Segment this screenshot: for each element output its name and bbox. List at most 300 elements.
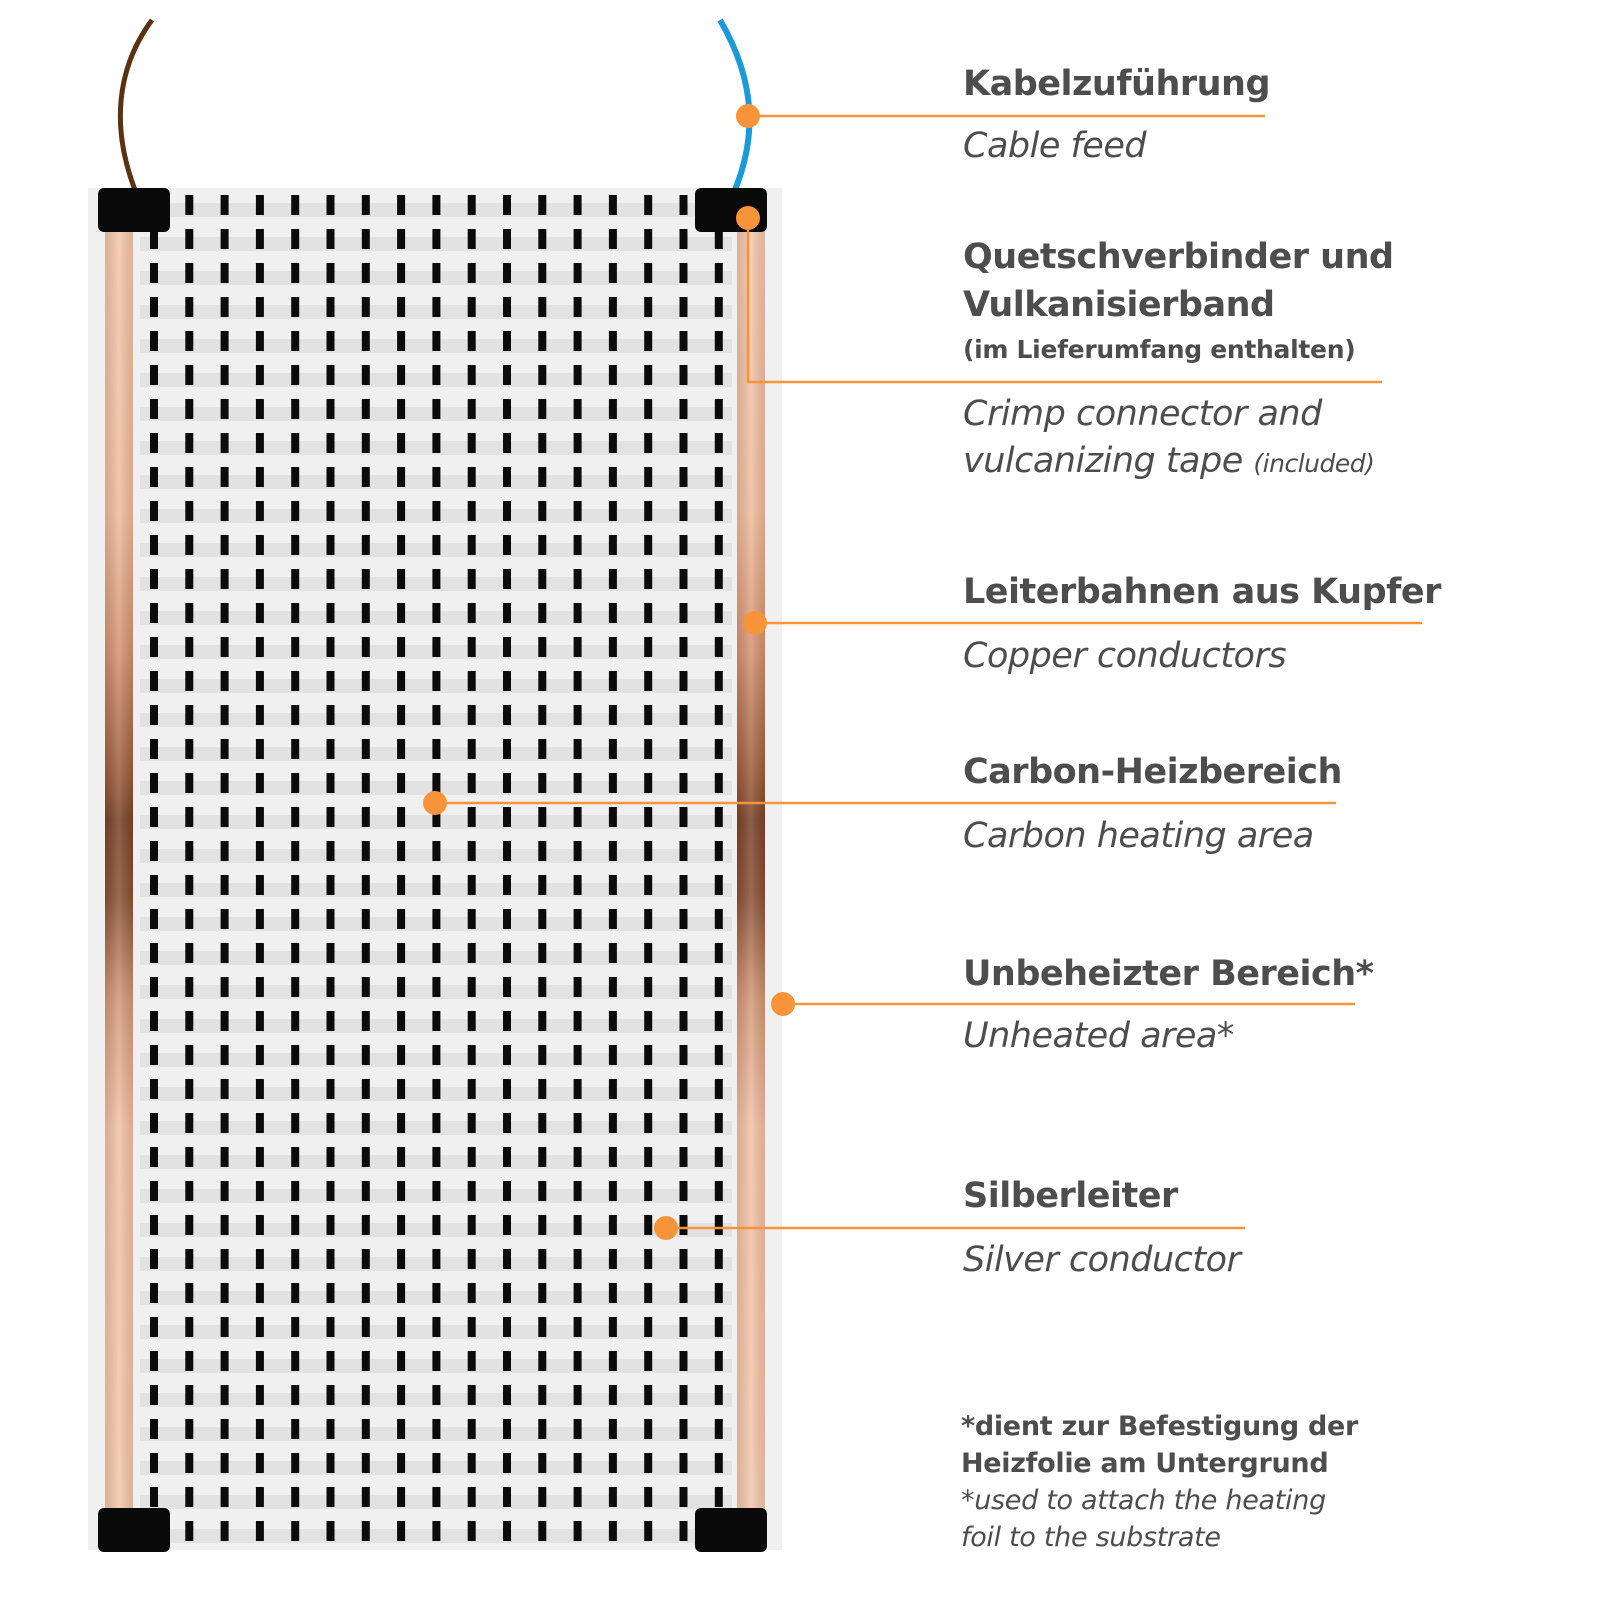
carbon-stripe-dash bbox=[327, 229, 335, 249]
carbon-stripe-dash bbox=[432, 535, 440, 555]
carbon-stripe-dash bbox=[150, 1385, 158, 1405]
carbon-stripe-dash bbox=[574, 1181, 582, 1201]
carbon-stripe-dash bbox=[680, 263, 688, 283]
carbon-stripe-dash bbox=[327, 1011, 335, 1031]
carbon-stripe-dash bbox=[397, 433, 405, 453]
carbon-stripe-dash bbox=[256, 705, 264, 725]
carbon-stripe-dash bbox=[468, 467, 476, 487]
carbon-stripe-dash bbox=[574, 1011, 582, 1031]
carbon-stripe-dash bbox=[715, 1079, 723, 1099]
carbon-stripe-dash bbox=[150, 1283, 158, 1303]
carbon-stripe-dash bbox=[609, 977, 617, 997]
carbon-stripe-dash bbox=[644, 1283, 652, 1303]
carbon-stripe-dash bbox=[538, 1283, 546, 1303]
carbon-stripe-dash bbox=[185, 433, 193, 453]
carbon-stripe-dash bbox=[715, 365, 723, 385]
carbon-stripe-dash bbox=[221, 1011, 229, 1031]
carbon-stripe-dash bbox=[185, 637, 193, 657]
carbon-stripe-dash bbox=[397, 1385, 405, 1405]
carbon-stripe-dash bbox=[291, 637, 299, 657]
carbon-stripe-dash bbox=[327, 399, 335, 419]
carbon-stripe-dash bbox=[503, 603, 511, 623]
carbon-stripe-dash bbox=[503, 1215, 511, 1235]
carbon-stripe-dash bbox=[680, 1147, 688, 1167]
carbon-stripe-dash bbox=[291, 1011, 299, 1031]
carbon-stripe-dash bbox=[291, 1147, 299, 1167]
carbon-stripe-dash bbox=[503, 637, 511, 657]
carbon-stripe-dash bbox=[185, 875, 193, 895]
carbon-stripe-dash bbox=[256, 637, 264, 657]
label-crimp-en-line2 bbox=[963, 437, 1374, 488]
carbon-stripe-dash bbox=[150, 535, 158, 555]
carbon-stripe-dash bbox=[680, 1283, 688, 1303]
carbon-stripe-dash bbox=[680, 331, 688, 351]
carbon-stripe-dash bbox=[291, 331, 299, 351]
carbon-stripe-dash bbox=[291, 909, 299, 929]
carbon-stripe-dash bbox=[644, 807, 652, 827]
callout-dot-copper bbox=[743, 611, 767, 635]
carbon-stripe-dash bbox=[432, 1147, 440, 1167]
carbon-stripe-dash bbox=[468, 331, 476, 351]
carbon-stripe-dash bbox=[644, 1521, 652, 1541]
carbon-stripe-dash bbox=[574, 909, 582, 929]
footnote-en-line2: foil to the substrate bbox=[961, 1522, 1221, 1553]
carbon-stripe-dash bbox=[327, 1521, 335, 1541]
carbon-stripe-dash bbox=[680, 1181, 688, 1201]
carbon-stripe-dash bbox=[397, 1045, 405, 1065]
carbon-stripe-dash bbox=[256, 1079, 264, 1099]
carbon-stripe-dash bbox=[221, 1487, 229, 1507]
carbon-stripe-dash bbox=[644, 909, 652, 929]
carbon-stripe-dash bbox=[503, 1181, 511, 1201]
carbon-stripe-dash bbox=[609, 331, 617, 351]
carbon-stripe-dash bbox=[715, 1181, 723, 1201]
carbon-stripe-dash bbox=[644, 1419, 652, 1439]
carbon-stripe-dash bbox=[362, 569, 370, 589]
carbon-stripe-dash bbox=[150, 467, 158, 487]
carbon-stripe-dash bbox=[468, 1215, 476, 1235]
carbon-stripe-dash bbox=[503, 807, 511, 827]
carbon-stripe-dash bbox=[291, 943, 299, 963]
carbon-stripe-dash bbox=[291, 433, 299, 453]
carbon-stripe-dash bbox=[609, 637, 617, 657]
carbon-stripe-dash bbox=[468, 841, 476, 861]
carbon-stripe-dash bbox=[221, 331, 229, 351]
carbon-stripe-dash bbox=[644, 1385, 652, 1405]
carbon-stripe-dash bbox=[609, 1385, 617, 1405]
carbon-stripe-dash bbox=[362, 297, 370, 317]
carbon-stripe-dash bbox=[185, 1249, 193, 1269]
carbon-stripe-dash bbox=[432, 501, 440, 521]
carbon-stripe-dash bbox=[327, 1079, 335, 1099]
carbon-stripe-dash bbox=[185, 229, 193, 249]
carbon-stripe-dash bbox=[538, 705, 546, 725]
carbon-stripe-dash bbox=[432, 1317, 440, 1337]
carbon-stripe-dash bbox=[150, 1487, 158, 1507]
carbon-stripe-dash bbox=[538, 1113, 546, 1133]
carbon-stripe-dash bbox=[609, 365, 617, 385]
carbon-stripe-dash bbox=[150, 1249, 158, 1269]
carbon-stripe-dash bbox=[327, 1181, 335, 1201]
carbon-stripe-dash bbox=[715, 1249, 723, 1269]
carbon-stripe-dash bbox=[468, 1317, 476, 1337]
carbon-stripe-dash bbox=[609, 1181, 617, 1201]
carbon-stripe-dash bbox=[362, 1079, 370, 1099]
carbon-stripe-dash bbox=[221, 263, 229, 283]
carbon-stripe-dash bbox=[609, 943, 617, 963]
carbon-stripe-dash bbox=[715, 1487, 723, 1507]
carbon-stripe-dash bbox=[362, 501, 370, 521]
carbon-stripe-dash bbox=[291, 1487, 299, 1507]
carbon-stripe-dash bbox=[468, 773, 476, 793]
carbon-stripe-dash bbox=[397, 1011, 405, 1031]
carbon-stripe-dash bbox=[397, 603, 405, 623]
carbon-stripe-dash bbox=[715, 773, 723, 793]
carbon-stripe-dash bbox=[644, 1079, 652, 1099]
carbon-stripe-dash bbox=[432, 263, 440, 283]
carbon-stripe-dash bbox=[574, 297, 582, 317]
carbon-stripe-dash bbox=[644, 671, 652, 691]
carbon-stripe-dash bbox=[574, 195, 582, 215]
carbon-stripe-dash bbox=[680, 705, 688, 725]
carbon-stripe-dash bbox=[503, 1249, 511, 1269]
carbon-stripe-dash bbox=[362, 875, 370, 895]
carbon-stripe-dash bbox=[715, 1147, 723, 1167]
carbon-stripe-dash bbox=[644, 1045, 652, 1065]
carbon-stripe-dash bbox=[644, 569, 652, 589]
carbon-stripe-dash bbox=[538, 909, 546, 929]
carbon-stripe-dash bbox=[362, 331, 370, 351]
carbon-stripe-dash bbox=[680, 773, 688, 793]
carbon-stripe-dash bbox=[574, 535, 582, 555]
carbon-stripe-dash bbox=[538, 841, 546, 861]
carbon-stripe-dash bbox=[221, 229, 229, 249]
carbon-stripe-dash bbox=[256, 1419, 264, 1439]
carbon-stripe-dash bbox=[256, 365, 264, 385]
carbon-stripe-dash bbox=[680, 1351, 688, 1371]
carbon-stripe-dash bbox=[609, 1113, 617, 1133]
carbon-stripe-dash bbox=[609, 1147, 617, 1167]
carbon-stripe-dash bbox=[503, 331, 511, 351]
carbon-stripe-dash bbox=[327, 977, 335, 997]
crimp-connector-bottom-right bbox=[695, 1508, 767, 1552]
carbon-stripe-dash bbox=[150, 841, 158, 861]
carbon-stripe-dash bbox=[432, 637, 440, 657]
callout-dot-silver bbox=[654, 1216, 678, 1240]
label-unheated-de: Unbeheizter Bereich* bbox=[963, 954, 1374, 994]
carbon-stripe-dash bbox=[185, 467, 193, 487]
carbon-stripe-dash bbox=[468, 433, 476, 453]
carbon-stripe-dash bbox=[503, 1317, 511, 1337]
carbon-stripe-dash bbox=[291, 739, 299, 759]
carbon-stripe-dash bbox=[432, 1181, 440, 1201]
carbon-stripe-dash bbox=[503, 943, 511, 963]
carbon-stripe-dash bbox=[327, 1385, 335, 1405]
carbon-stripe-dash bbox=[680, 807, 688, 827]
carbon-stripe-dash bbox=[150, 909, 158, 929]
carbon-stripe-dash bbox=[715, 943, 723, 963]
carbon-stripe-dash bbox=[256, 467, 264, 487]
carbon-stripe-dash bbox=[715, 875, 723, 895]
carbon-stripe-dash bbox=[574, 1317, 582, 1337]
carbon-stripe-dash bbox=[468, 1487, 476, 1507]
carbon-stripe-dash bbox=[291, 399, 299, 419]
carbon-stripe-dash bbox=[362, 1283, 370, 1303]
carbon-stripe-dash bbox=[503, 841, 511, 861]
carbon-stripe-dash bbox=[256, 943, 264, 963]
carbon-stripe-dash bbox=[185, 569, 193, 589]
carbon-stripe-dash bbox=[291, 603, 299, 623]
carbon-stripe-dash bbox=[397, 1351, 405, 1371]
carbon-stripe-dash bbox=[256, 535, 264, 555]
carbon-stripe-dash bbox=[327, 297, 335, 317]
carbon-stripe-dash bbox=[503, 671, 511, 691]
carbon-stripe-dash bbox=[715, 841, 723, 861]
carbon-stripe-dash bbox=[538, 1181, 546, 1201]
carbon-stripe-dash bbox=[256, 501, 264, 521]
carbon-stripe-dash bbox=[503, 569, 511, 589]
carbon-stripe-dash bbox=[185, 1419, 193, 1439]
carbon-stripe-dash bbox=[291, 1521, 299, 1541]
carbon-stripe-dash bbox=[468, 1351, 476, 1371]
carbon-stripe-dash bbox=[574, 1045, 582, 1065]
carbon-stripe-dash bbox=[503, 229, 511, 249]
carbon-stripe-dash bbox=[362, 1487, 370, 1507]
label-cable-feed-en: Cable feed bbox=[963, 126, 1147, 166]
carbon-stripe-dash bbox=[291, 297, 299, 317]
carbon-stripe-dash bbox=[574, 467, 582, 487]
carbon-stripe-dash bbox=[503, 705, 511, 725]
carbon-stripe-dash bbox=[362, 1045, 370, 1065]
carbon-stripe-dash bbox=[256, 977, 264, 997]
carbon-stripe-dash bbox=[150, 977, 158, 997]
carbon-stripe-dash bbox=[432, 1113, 440, 1133]
carbon-stripe-dash bbox=[291, 1283, 299, 1303]
carbon-stripe-dash bbox=[185, 195, 193, 215]
carbon-stripe-dash bbox=[150, 1147, 158, 1167]
carbon-stripe-dash bbox=[644, 229, 652, 249]
carbon-stripe-dash bbox=[644, 1147, 652, 1167]
carbon-stripe-dash bbox=[538, 1487, 546, 1507]
carbon-stripe-dash bbox=[715, 433, 723, 453]
carbon-stripe-dash bbox=[644, 1181, 652, 1201]
carbon-stripe-dash bbox=[468, 195, 476, 215]
carbon-stripe-dash bbox=[503, 739, 511, 759]
carbon-stripe-dash bbox=[574, 977, 582, 997]
carbon-stripe-dash bbox=[185, 1385, 193, 1405]
carbon-stripe-dash bbox=[362, 637, 370, 657]
crimp-connector-top-left bbox=[98, 188, 170, 232]
carbon-stripe-dash bbox=[150, 773, 158, 793]
carbon-stripe-dash bbox=[503, 195, 511, 215]
carbon-stripe-dash bbox=[185, 1351, 193, 1371]
carbon-stripe-dash bbox=[609, 1351, 617, 1371]
carbon-stripe-dash bbox=[327, 943, 335, 963]
carbon-stripe-dash bbox=[538, 671, 546, 691]
carbon-stripe-dash bbox=[327, 671, 335, 691]
carbon-stripe-dash bbox=[503, 501, 511, 521]
carbon-stripe-dash bbox=[185, 705, 193, 725]
carbon-stripe-dash bbox=[644, 467, 652, 487]
carbon-stripe-dash bbox=[256, 1113, 264, 1133]
carbon-stripe-dash bbox=[503, 773, 511, 793]
carbon-stripe-dash bbox=[221, 1113, 229, 1133]
carbon-stripe-dash bbox=[397, 1521, 405, 1541]
carbon-stripe-dash bbox=[468, 739, 476, 759]
carbon-stripe-dash bbox=[503, 365, 511, 385]
carbon-stripe-dash bbox=[221, 1419, 229, 1439]
carbon-stripe-dash bbox=[432, 1283, 440, 1303]
carbon-stripe-dash bbox=[397, 501, 405, 521]
carbon-stripe-dash bbox=[574, 1419, 582, 1439]
carbon-stripe-dash bbox=[185, 909, 193, 929]
carbon-stripe-dash bbox=[574, 943, 582, 963]
carbon-stripe-dash bbox=[680, 875, 688, 895]
carbon-stripe-dash bbox=[644, 943, 652, 963]
carbon-stripe-dash bbox=[538, 365, 546, 385]
carbon-stripe-dash bbox=[221, 297, 229, 317]
carbon-stripe-dash bbox=[221, 637, 229, 657]
carbon-stripe-dash bbox=[538, 1385, 546, 1405]
carbon-stripe-dash bbox=[468, 1283, 476, 1303]
carbon-stripe-dash bbox=[468, 1079, 476, 1099]
carbon-stripe-dash bbox=[327, 1419, 335, 1439]
carbon-stripe-dash bbox=[185, 1011, 193, 1031]
carbon-stripe-dash bbox=[221, 195, 229, 215]
carbon-stripe-dash bbox=[574, 1215, 582, 1235]
carbon-stripe-dash bbox=[256, 1385, 264, 1405]
carbon-stripe-dash bbox=[538, 875, 546, 895]
carbon-stripe-dash bbox=[327, 739, 335, 759]
carbon-stripe-dash bbox=[538, 433, 546, 453]
carbon-stripe-dash bbox=[715, 1419, 723, 1439]
carbon-stripe-dash bbox=[221, 1181, 229, 1201]
carbon-stripe-dash bbox=[327, 263, 335, 283]
label-crimp-de-note: (im Lieferumfang enthalten) bbox=[963, 335, 1356, 364]
carbon-stripe-dash bbox=[680, 943, 688, 963]
carbon-stripe-dash bbox=[291, 1079, 299, 1099]
carbon-stripe-dash bbox=[150, 1419, 158, 1439]
carbon-stripe-dash bbox=[432, 603, 440, 623]
carbon-stripe-dash bbox=[432, 1249, 440, 1269]
carbon-stripe-dash bbox=[432, 875, 440, 895]
carbon-stripe-dash bbox=[221, 841, 229, 861]
carbon-stripe-dash bbox=[327, 807, 335, 827]
carbon-stripe-dash bbox=[256, 263, 264, 283]
carbon-stripe-dash bbox=[644, 1317, 652, 1337]
carbon-stripe-dash bbox=[468, 501, 476, 521]
carbon-stripe-dash bbox=[468, 1249, 476, 1269]
carbon-stripe-dash bbox=[468, 1045, 476, 1065]
carbon-stripe-dash bbox=[503, 1283, 511, 1303]
carbon-stripe-dash bbox=[221, 1453, 229, 1473]
carbon-stripe-dash bbox=[538, 943, 546, 963]
carbon-stripe-dash bbox=[397, 977, 405, 997]
carbon-stripe-dash bbox=[432, 1453, 440, 1473]
carbon-stripe-dash bbox=[609, 739, 617, 759]
carbon-stripe-dash bbox=[185, 297, 193, 317]
carbon-stripe-dash bbox=[432, 399, 440, 419]
cable-brown bbox=[120, 20, 152, 190]
carbon-stripe-dash bbox=[503, 1045, 511, 1065]
carbon-stripe-dash bbox=[150, 1317, 158, 1337]
label-copper-en: Copper conductors bbox=[963, 636, 1287, 676]
carbon-stripe-dash bbox=[680, 569, 688, 589]
carbon-stripe-dash bbox=[538, 637, 546, 657]
carbon-stripe-dash bbox=[538, 1079, 546, 1099]
carbon-stripe-dash bbox=[538, 229, 546, 249]
carbon-stripe-dash bbox=[397, 909, 405, 929]
carbon-stripe-dash bbox=[150, 603, 158, 623]
carbon-stripe-dash bbox=[150, 1351, 158, 1371]
carbon-stripe-dash bbox=[150, 1011, 158, 1031]
carbon-stripe-dash bbox=[644, 535, 652, 555]
carbon-stripe-dash bbox=[574, 637, 582, 657]
carbon-stripe-dash bbox=[715, 1045, 723, 1065]
carbon-stripe-dash bbox=[362, 1419, 370, 1439]
carbon-stripe-dash bbox=[609, 195, 617, 215]
carbon-stripe-dash bbox=[256, 1181, 264, 1201]
label-unheated-en: Unheated area* bbox=[963, 1016, 1234, 1056]
carbon-stripe-dash bbox=[291, 501, 299, 521]
carbon-stripe-dash bbox=[256, 739, 264, 759]
carbon-stripe-dash bbox=[150, 943, 158, 963]
carbon-stripe-dash bbox=[574, 739, 582, 759]
carbon-stripe-dash bbox=[397, 807, 405, 827]
carbon-stripe-dash bbox=[256, 1521, 264, 1541]
carbon-stripe-dash bbox=[574, 1249, 582, 1269]
carbon-stripe-dash bbox=[397, 399, 405, 419]
label-cable-feed-de: Kabelzuführung bbox=[963, 64, 1271, 104]
carbon-stripe-dash bbox=[150, 637, 158, 657]
carbon-stripe-dash bbox=[362, 1453, 370, 1473]
carbon-stripe-dash bbox=[574, 1385, 582, 1405]
carbon-stripe-dash bbox=[397, 875, 405, 895]
carbon-stripe-dash bbox=[185, 841, 193, 861]
carbon-stripe-dash bbox=[609, 569, 617, 589]
carbon-stripe-dash bbox=[397, 671, 405, 691]
carbon-stripe-dash bbox=[150, 501, 158, 521]
carbon-stripe-dash bbox=[609, 1453, 617, 1473]
carbon-stripe-dash bbox=[221, 501, 229, 521]
label-silver-de: Silberleiter bbox=[963, 1176, 1178, 1216]
carbon-stripe-dash bbox=[432, 297, 440, 317]
carbon-stripe-dash bbox=[432, 943, 440, 963]
carbon-stripe-dash bbox=[256, 1317, 264, 1337]
carbon-stripe-dash bbox=[291, 807, 299, 827]
carbon-stripe-dash bbox=[256, 1453, 264, 1473]
carbon-stripe-dash bbox=[221, 1521, 229, 1541]
carbon-stripe-dash bbox=[432, 977, 440, 997]
carbon-stripe-dash bbox=[468, 705, 476, 725]
carbon-stripe-dash bbox=[503, 1351, 511, 1371]
carbon-stripe-dash bbox=[221, 535, 229, 555]
carbon-stripe-dash bbox=[256, 297, 264, 317]
carbon-stripe-dash bbox=[432, 331, 440, 351]
carbon-stripe-dash bbox=[221, 433, 229, 453]
carbon-stripe-dash bbox=[468, 263, 476, 283]
carbon-stripe-dash bbox=[150, 399, 158, 419]
carbon-stripe-dash bbox=[503, 1385, 511, 1405]
carbon-stripe-dash bbox=[150, 297, 158, 317]
carbon-stripe-dash bbox=[327, 501, 335, 521]
carbon-stripe-dash bbox=[432, 1079, 440, 1099]
footnote-de-line2: Heizfolie am Untergrund bbox=[961, 1448, 1329, 1479]
carbon-stripe-dash bbox=[397, 1453, 405, 1473]
carbon-stripe-dash bbox=[609, 1419, 617, 1439]
carbon-stripe-dash bbox=[468, 1419, 476, 1439]
carbon-stripe-dash bbox=[680, 1521, 688, 1541]
